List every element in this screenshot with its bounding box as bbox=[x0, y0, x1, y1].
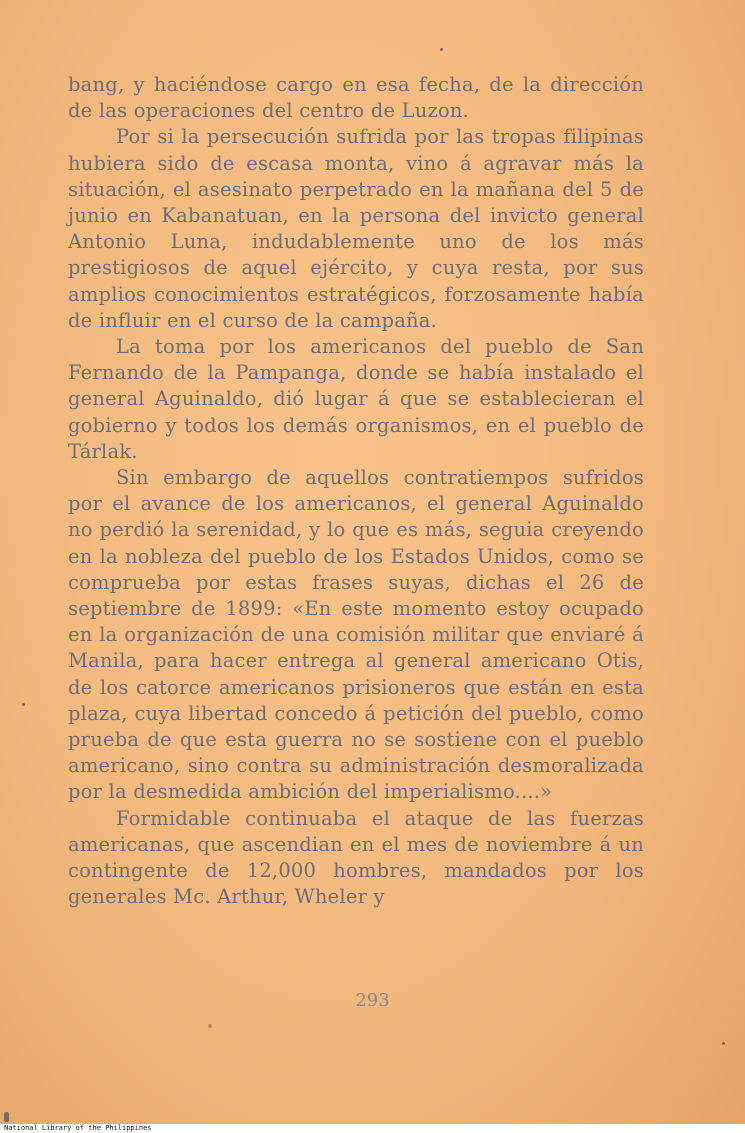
body-text bbox=[68, 72, 644, 911]
paper-speck bbox=[208, 1024, 212, 1028]
library-credit: National Library of the Philippines bbox=[4, 1124, 152, 1132]
paragraph-2: Por si la persecución sufrida por las tropas filipinas hubiera sido de escasa monta, vino á agravar más la situación, el asesinato perpetrado en la mañana del 5 de junio en Kabanatuan, en la persona del invicto general Antonio Luna, indudablemente uno de los más prestigiosos de aquel ejército, y cuya resta, por sus amplios conocimientos estratégicos, forzosamente había de influir en el curso de la campaña. bbox=[68, 125, 644, 332]
paragraph-4: Sin embargo de aquellos contratiempos sufridos por el avance de los americanos, el general Aguinaldo no perdió la serenidad, y lo que es más, seguia creyendo en la nobleza del pueblo de los Estados Unidos, como se comprueba por estas frases suyas, dichas el 26 de septiembre de 1899: «En este momento estoy ocupado en la organización de una comisión militar que enviaré á Manila, para hacer entrega al general americano Otis, de los catorce americanos prisioneros que están en esta plaza, cuya libertad concedo á petición del pueblo, como prueba de que esta guerra no se sostiene con el pueblo americano, sino contra su administración desmoralizada por la desmedida ambición del imperialismo....» bbox=[68, 466, 644, 804]
paper-speck bbox=[440, 48, 443, 51]
paper-speck bbox=[722, 1042, 725, 1045]
paragraph-5: Formidable continuaba el ataque de las fuerzas americanas, que ascendian en el mes de noviembre á un contingente de 12,000 hombres, mandados por los generales Mc. Arthur, Wheler y bbox=[68, 806, 644, 909]
paper-speck bbox=[4, 1112, 9, 1122]
paper-speck bbox=[22, 703, 25, 706]
page-number: 293 bbox=[355, 990, 390, 1011]
paragraph-1: bang, y haciéndose cargo en esa fecha, de la dirección de las operaciones del centro de Luzon. bbox=[68, 73, 644, 123]
paragraph-3: La toma por los americanos del pueblo de San Fernando de la Pampanga, donde se había instalado el general Aguinaldo, dió lugar á que se establecieran el gobierno y todos los demás organismos, en el pueblo de Tárlak. bbox=[68, 335, 644, 463]
